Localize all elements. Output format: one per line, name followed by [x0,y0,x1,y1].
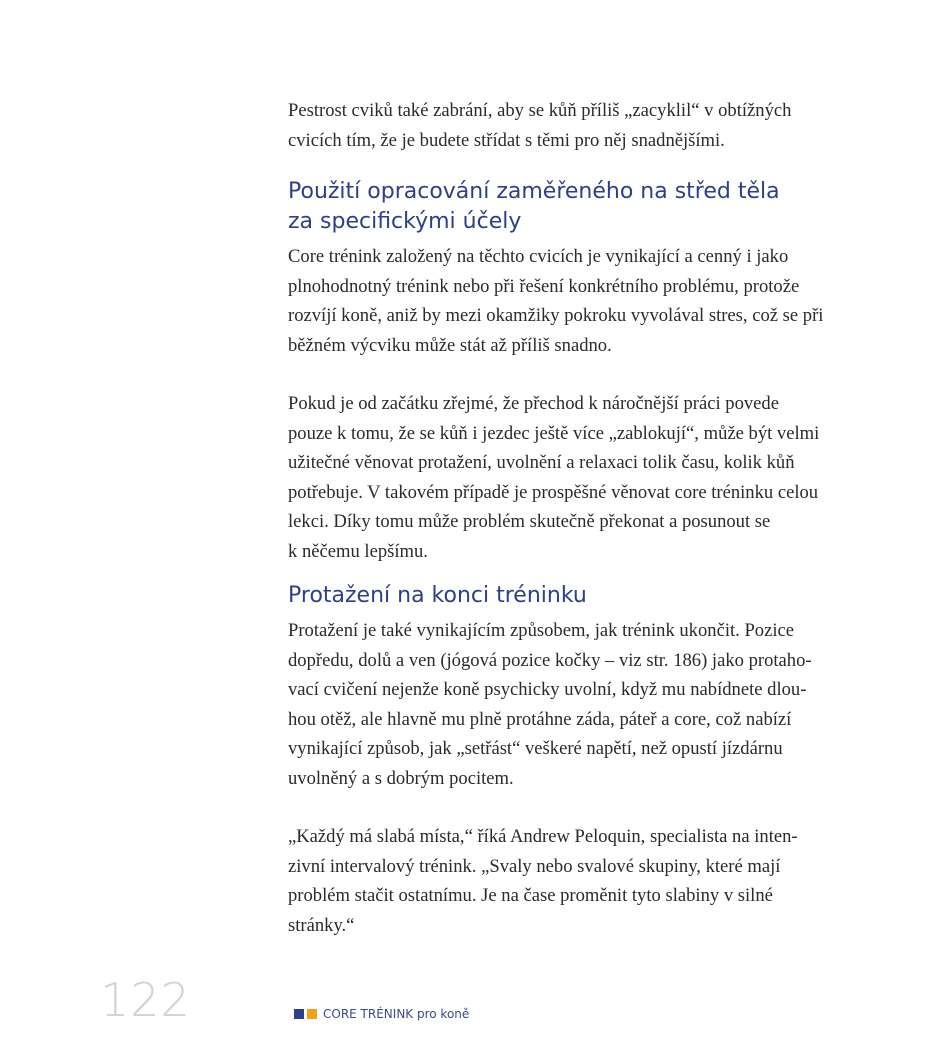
text-line: Pestrost cviků také zabrání, aby se kůň příliš „zacyklil“ v obtížných [288,100,792,121]
text-line: vynikající způsob, jak „setřást“ veškeré napětí, než opustí jízdárnu [288,738,783,759]
blue-square-icon [294,1009,304,1019]
text-line: plnohodnotný trénink nebo při řešení konkrétního problému, protože [288,275,800,297]
text-line: Pokud je od začátku zřejmé, že přechod k náročnější práci povede [288,393,779,414]
paragraph-stretching [288,616,848,793]
heading-line: Použití opracování zaměřeného na střed těla [288,179,780,204]
text-line: k něčemu lepšímu. [288,540,428,562]
paragraph-variety [288,96,848,155]
text-line: rozvíjí koně, aniž by mezi okamžiky pokroku vyvolával stres, což se při [288,305,824,326]
heading-line: za specifickými účely [288,209,522,234]
running-footer [294,1006,469,1022]
text-line: vací cvičení nejenže koně psychicky uvolní, když mu nabídnete dlou- [288,679,807,700]
paragraph-quote [288,822,848,940]
section-heading-specific-purposes [288,177,848,237]
text-line: zivní intervalový trénink. „Svaly nebo svalové skupiny, které mají [288,855,781,877]
text-line: lekci. Díky tomu může problém skutečně překonat a posunout se [288,511,771,532]
text-line: běžném výcviku může stát až příliš snadno. [288,334,612,356]
paragraph-blocking [288,389,848,566]
text-line: problém stačit ostatnímu. Je na čase proměnit tyto slabiny v silné [288,885,773,906]
text-line: stránky.“ [288,914,355,936]
text-line: uvolněný a s dobrým pocitem. [288,767,514,789]
paragraph-core-training [288,242,848,360]
orange-square-icon [307,1009,317,1019]
text-line: „Každý má slabá místa,“ říká Andrew Peloquin, specialista na inten- [288,826,798,847]
text-line: cvicích tím, že je budete střídat s těmi pro něj snadnějšími. [288,129,725,151]
text-line: užitečné věnovat protažení, uvolnění a relaxaci tolik času, kolik kůň [288,452,795,473]
text-line: Core trénink založený na těchto cvicích je vynikající a cenný i jako [288,246,789,267]
heading-line: Protažení na konci tréninku [288,583,587,608]
section-heading-stretching [288,581,848,611]
text-line: pouze k tomu, že se kůň i jezdec ještě více „zablokují“, může být velmi [288,422,820,444]
page-number: 122 [100,973,191,1027]
text-line: Protažení je také vynikajícím způsobem, jak trénink ukončit. Pozice [288,620,795,641]
text-line: dopředu, dolů a ven (jógová pozice kočky – viz str. 186) jako protaho- [288,649,812,671]
text-line: potřebuje. V takovém případě je prospěšné věnovat core tréninku celou [288,481,819,503]
book-title: CORE TRÉNINK pro koně [323,1007,470,1021]
text-line: hou otěž, ale hlavně mu plně protáhne záda, páteř a core, což nabízí [288,708,792,730]
page-body [288,96,848,940]
